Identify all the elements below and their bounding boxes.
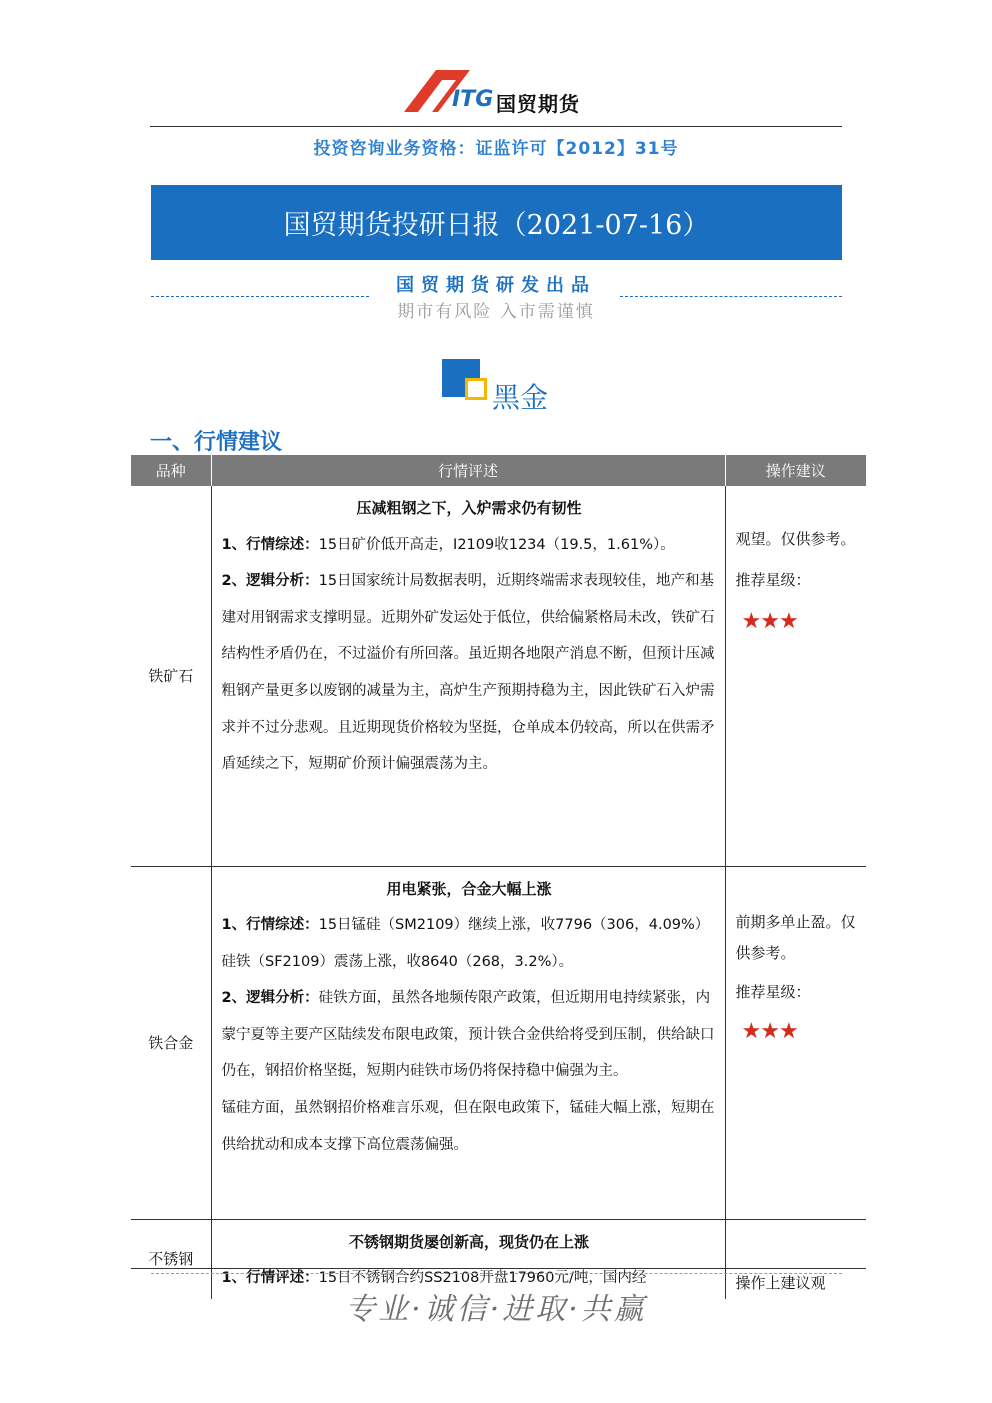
advice-text: 观望。仅供参考。 bbox=[735, 530, 856, 548]
variety-name: 不锈钢 bbox=[131, 1219, 211, 1299]
logo-itg-text: ITG bbox=[452, 87, 494, 112]
logo-company-name: 国贸期货 bbox=[496, 92, 580, 116]
commentary-headline: 不锈钢期货屡创新高，现货仍在上涨 bbox=[348, 1232, 589, 1251]
rating-stars-icon: ★★★ bbox=[741, 1018, 798, 1044]
section-square-outline-icon bbox=[465, 378, 487, 400]
report-title-banner bbox=[151, 185, 842, 260]
footer-slogan: 专业·诚信·进取·共赢 bbox=[345, 1292, 647, 1327]
license-text: 投资咨询业务资格：证监许可【2012】31号 bbox=[313, 139, 679, 159]
risk-notice: 期市有风险 入市需谨慎 bbox=[397, 302, 595, 322]
paragraph-lead: 1、行情综述： bbox=[221, 536, 319, 553]
table-row bbox=[131, 486, 866, 866]
commentary-cell bbox=[211, 866, 725, 1219]
advice-cell bbox=[725, 866, 866, 1219]
paragraph-lead: 2、逻辑分析： bbox=[221, 990, 319, 1007]
rating-label: 推荐星级： bbox=[735, 571, 811, 589]
commentary-paragraph bbox=[222, 527, 717, 564]
commentary-paragraph bbox=[222, 563, 717, 783]
table-header-row bbox=[131, 455, 866, 486]
paragraph-text: 15日不锈钢合约SS2108开盘17960元/吨，国内经 bbox=[318, 1270, 647, 1287]
commentary-headline: 用电紧张，合金大幅上涨 bbox=[386, 879, 552, 898]
column-header-commentary: 行情评述 bbox=[211, 455, 725, 486]
paragraph-text: 15日矿价低开高走，I2109收1234（19.5，1.61%）。 bbox=[318, 536, 675, 553]
paragraph-text: 锰硅方面，虽然钢招价格难言乐观，但在限电政策下，锰硅大幅上涨，短期在供给扰动和成本支撑下高位震荡偏强。 bbox=[221, 1100, 715, 1153]
table-bottom-border bbox=[131, 1268, 866, 1269]
paragraph-lead: 1、行情评述： bbox=[221, 1270, 319, 1287]
paragraph-text: 15日国家统计局数据表明，近期终端需求表现较佳，地产和基建对用钢需求支撑明显。近期外矿发运处于低位，供给偏紧格局未改，铁矿石结构性矛盾仍在，不过溢价有所回落。虽近期各地限产消息不断，但预计压减粗钢产量更多以废钢的减量为主，高炉生产预期持稳为主，因此铁矿石入炉需求并不过分悲观。且近期现货价格较为坚挺，仓单成本仍较高，所以在供需矛盾延续之下，短期矿价预计偏强震荡为主。 bbox=[221, 573, 715, 773]
rating-stars-icon: ★★★ bbox=[741, 609, 798, 634]
rating-label: 推荐星级： bbox=[735, 982, 811, 1001]
paragraph-lead: 1、行情综述： bbox=[221, 917, 319, 934]
commentary-paragraph bbox=[222, 980, 717, 1090]
recommendation-table bbox=[131, 455, 866, 1299]
footer-divider bbox=[151, 1273, 842, 1274]
advice-cell bbox=[725, 486, 866, 866]
variety-name: 铁矿石 bbox=[131, 486, 211, 866]
header-divider bbox=[150, 126, 842, 127]
column-header-advice: 操作建议 bbox=[725, 455, 866, 486]
commentary-paragraph bbox=[222, 907, 717, 980]
paragraph-lead: 2、逻辑分析： bbox=[221, 573, 319, 590]
commentary-paragraph bbox=[222, 1090, 717, 1163]
advice-text: 前期多单止盈。仅供参考。 bbox=[735, 912, 856, 962]
section-heading: 一、行情建议 bbox=[150, 430, 283, 455]
variety-name: 铁合金 bbox=[131, 866, 211, 1219]
table-row bbox=[131, 866, 866, 1219]
advice-text: 操作上建议观 bbox=[735, 1273, 826, 1292]
paragraph-text: 15日锰硅（SM2109）继续上涨，收7796（306，4.09%）硅铁（SF2109）震荡上涨，收8640（268，3.2%）。 bbox=[221, 917, 710, 970]
column-header-variety: 品种 bbox=[131, 455, 211, 486]
commentary-cell bbox=[211, 486, 725, 866]
commentary-headline: 压减粗钢之下，入炉需求仍有韧性 bbox=[356, 499, 582, 517]
publisher-line: 国贸期货研发出品 bbox=[396, 275, 596, 296]
report-title: 国贸期货投研日报（2021-07-16） bbox=[283, 210, 710, 241]
section-title: 黑金 bbox=[492, 381, 549, 414]
paragraph-text: 硅铁方面，虽然各地频传限产政策，但近期用电持续紧张，内蒙宁夏等主要产区陆续发布限电政策，预计铁合金供给将受到压制，供给缺口仍在，钢招价格坚挺，短期内硅铁市场仍将保持稳中偏强为主。 bbox=[221, 990, 715, 1080]
